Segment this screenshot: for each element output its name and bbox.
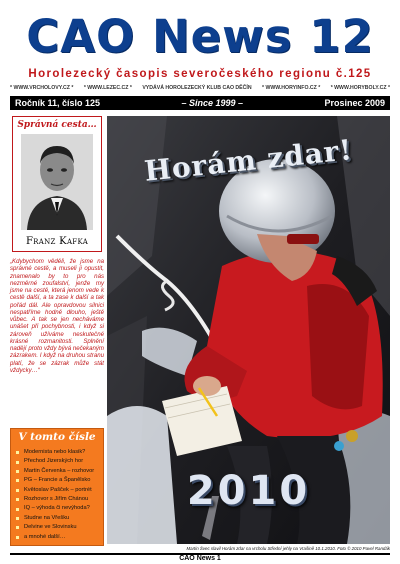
masthead-link[interactable]: * WWW.HORYBOLY.CZ * xyxy=(330,85,390,91)
author-portrait xyxy=(21,134,93,230)
cover-photo xyxy=(107,116,390,544)
cover-headline: Horám zdar! xyxy=(142,133,355,188)
quote-heading: Správná cesta… xyxy=(17,120,97,130)
author-name: Franz Kafka xyxy=(25,236,89,247)
magazine-subtitle: Horolezecký časopis severočeského regionu č.125 xyxy=(28,68,372,80)
toc-item[interactable]: a mnohé další… xyxy=(16,533,102,542)
bullet-icon xyxy=(16,498,19,501)
cover-year: 2010 xyxy=(186,468,311,514)
page-footer: CAO News 1 xyxy=(179,555,221,562)
masthead-links xyxy=(10,84,390,93)
toc-item[interactable]: Rozhovor s Jiřím Chánou xyxy=(16,495,102,504)
issue-date: Prosinec 2009 xyxy=(324,98,385,108)
bullet-icon xyxy=(16,517,19,520)
toc-item[interactable]: Květoslav Pašček – portrét xyxy=(16,486,102,495)
masthead-link[interactable]: * WWW.LEZEC.CZ * xyxy=(83,85,132,91)
bullet-icon xyxy=(16,508,19,511)
quote-box xyxy=(12,116,102,252)
since-tagline: – Since 1999 – xyxy=(181,98,244,108)
toc-item[interactable]: Martin Červenka – rozhovor xyxy=(16,467,102,476)
bullet-icon xyxy=(16,451,19,454)
quote-text: „Kdybychom věděli, že jsme na správné cestě, a museli ji opustit, znamenalo by to pro nás nezměrné zoufalství, jenže my jsme na cestě, která jenom vede k cestě další, a ta zase k další a tak pořád dál. Ale opravdovou silnici nespatříme hodně dlouho, ještě vůbec. A tak se jen necháváme unášet při pochybnosti, i když si zároveň užíváme neskutečné krásné rozmanitosti. Splnění nadějí proto vždy bývá nečekaným zázrakem. I když na druhou stranu platí, že se zázrak může stát vždycky…“ xyxy=(10,258,104,374)
masthead-link[interactable]: * WWW.VRCHOLOVY.CZ * xyxy=(10,85,74,91)
toc-list xyxy=(16,448,102,542)
bullet-icon xyxy=(16,489,19,492)
bullet-icon xyxy=(16,470,19,473)
photo-caption: Martin Švec slavil Horám zdar na vrcholu Střední jehly na Vrašině 10.1.2010. Foto © 2010 Pavel Randák xyxy=(186,546,390,551)
toc-item[interactable]: Delvine ve Slovinsku xyxy=(16,523,102,532)
bullet-icon xyxy=(16,461,19,464)
issue-number: Ročník 11, číslo 125 xyxy=(15,98,101,108)
publisher-line: VYDÁVÁ HOROLEZECKÝ KLUB CAO DĚČÍN xyxy=(142,85,252,91)
magazine-title: CAO News 12 xyxy=(26,10,374,63)
toc-item[interactable]: IQ – výhoda či nevýhoda? xyxy=(16,504,102,513)
toc-item[interactable]: PG – Francie a Španělsko xyxy=(16,476,102,485)
bullet-icon xyxy=(16,479,19,482)
bullet-icon xyxy=(16,536,19,539)
toc-item[interactable]: Modernista nebo klasik? xyxy=(16,448,102,457)
toc-heading: V tomto čísle xyxy=(18,431,96,443)
toc-item[interactable]: Přechod Jizerských hor xyxy=(16,457,102,466)
issue-bar xyxy=(10,96,390,110)
toc-item[interactable]: Studne na Vřešku xyxy=(16,514,102,523)
table-of-contents xyxy=(10,428,104,546)
masthead-link[interactable]: * WWW.HORYINFO.CZ * xyxy=(261,85,321,91)
bullet-icon xyxy=(16,526,19,529)
